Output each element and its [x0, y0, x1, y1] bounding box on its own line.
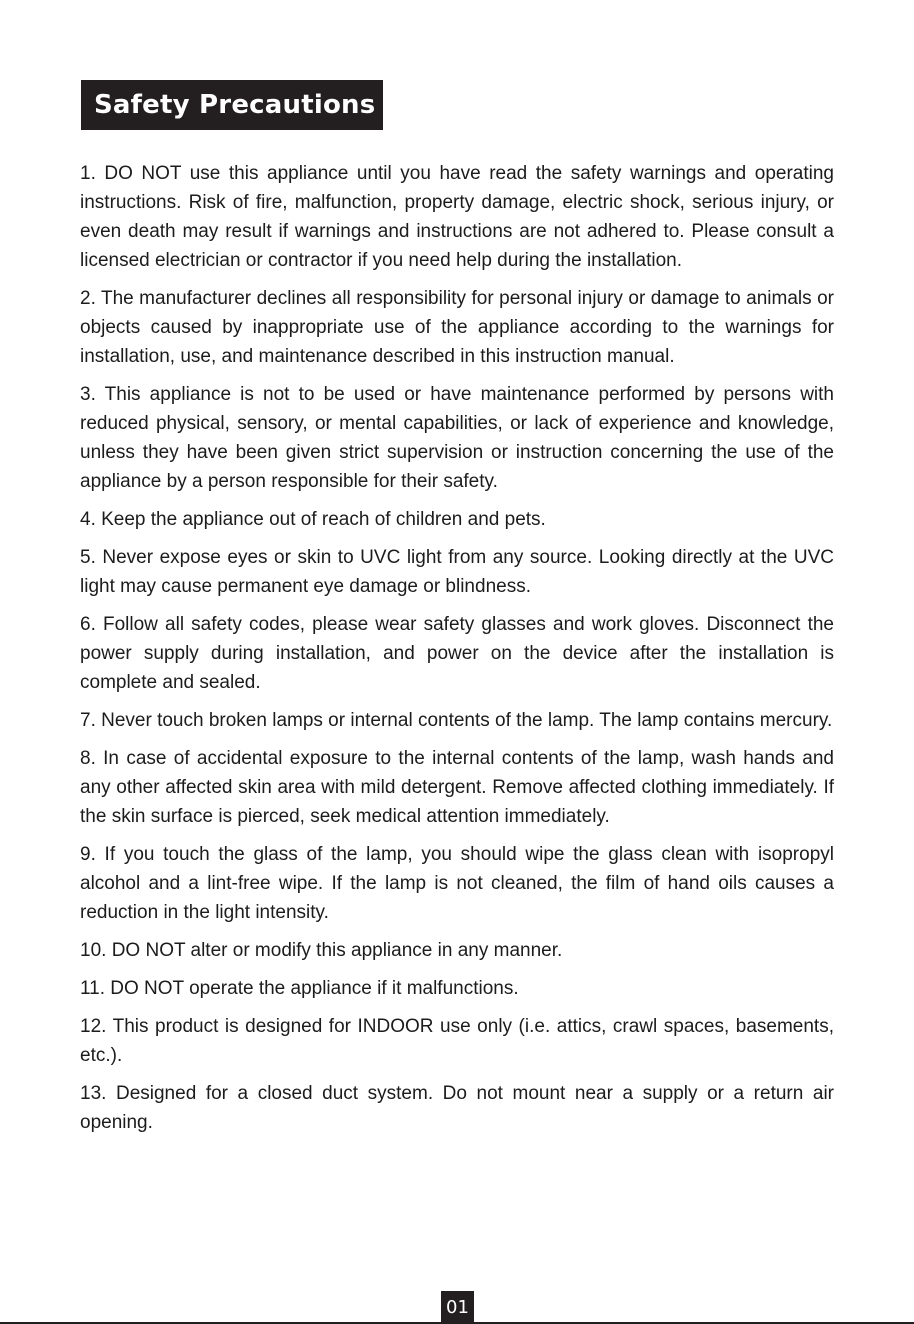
section-title-text: Safety Precautions	[94, 90, 376, 120]
precaution-item-4: 4. Keep the appliance out of reach of children and pets.	[80, 509, 546, 530]
precaution-item-5: 5. Never expose eyes or skin to UVC light from any source. Looking directly at the UVC light may cause permanent eye damage or blindness.	[80, 547, 834, 597]
page-number-text: 01	[446, 1296, 469, 1318]
precaution-item-10: 10. DO NOT alter or modify this appliance in any manner.	[80, 940, 563, 961]
precaution-item-3: 3. This appliance is not to be used or have maintenance performed by persons with reduced physical, sensory, or mental capabilities, or lack of experience and knowledge, unless they have been given strict supervision or instruction concerning the use of the appliance by a person responsible for their safety.	[80, 384, 834, 492]
section-title	[81, 80, 383, 130]
precautions-list	[80, 159, 834, 1146]
precaution-item-11: 11. DO NOT operate the appliance if it malfunctions.	[80, 978, 519, 999]
precaution-item-12: 12. This product is designed for INDOOR use only (i.e. attics, crawl spaces, basements, etc.).	[80, 1016, 834, 1066]
precaution-item-1: 1. DO NOT use this appliance until you have read the safety warnings and operating instructions. Risk of fire, malfunction, property damage, electric shock, serious injury, or even death may result if warnings and instructions are not adhered to. Please consult a licensed electrician or contractor if you need help during the installation.	[80, 163, 834, 271]
page-number	[441, 1291, 474, 1323]
precaution-item-13: 13. Designed for a closed duct system. Do not mount near a supply or a return air opening.	[80, 1083, 834, 1133]
precaution-item-8: 8. In case of accidental exposure to the internal contents of the lamp, wash hands and any other affected skin area with mild detergent. Remove affected clothing immediately. If the skin surface is pierced, seek medical attention immediately.	[80, 748, 834, 827]
precaution-item-7: 7. Never touch broken lamps or internal contents of the lamp. The lamp contains mercury.	[80, 710, 833, 731]
precaution-item-2: 2. The manufacturer declines all responsibility for personal injury or damage to animals or objects caused by inappropriate use of the appliance according to the warnings for installation, use, and maintenance described in this instruction manual.	[80, 288, 834, 367]
precaution-item-6: 6. Follow all safety codes, please wear safety glasses and work gloves. Disconnect the power supply during installation, and power on the device after the installation is complete and sealed.	[80, 614, 834, 693]
precaution-item-9: 9. If you touch the glass of the lamp, you should wipe the glass clean with isopropyl alcohol and a lint-free wipe. If the lamp is not cleaned, the film of hand oils causes a reduction in the light intensity.	[80, 844, 834, 923]
